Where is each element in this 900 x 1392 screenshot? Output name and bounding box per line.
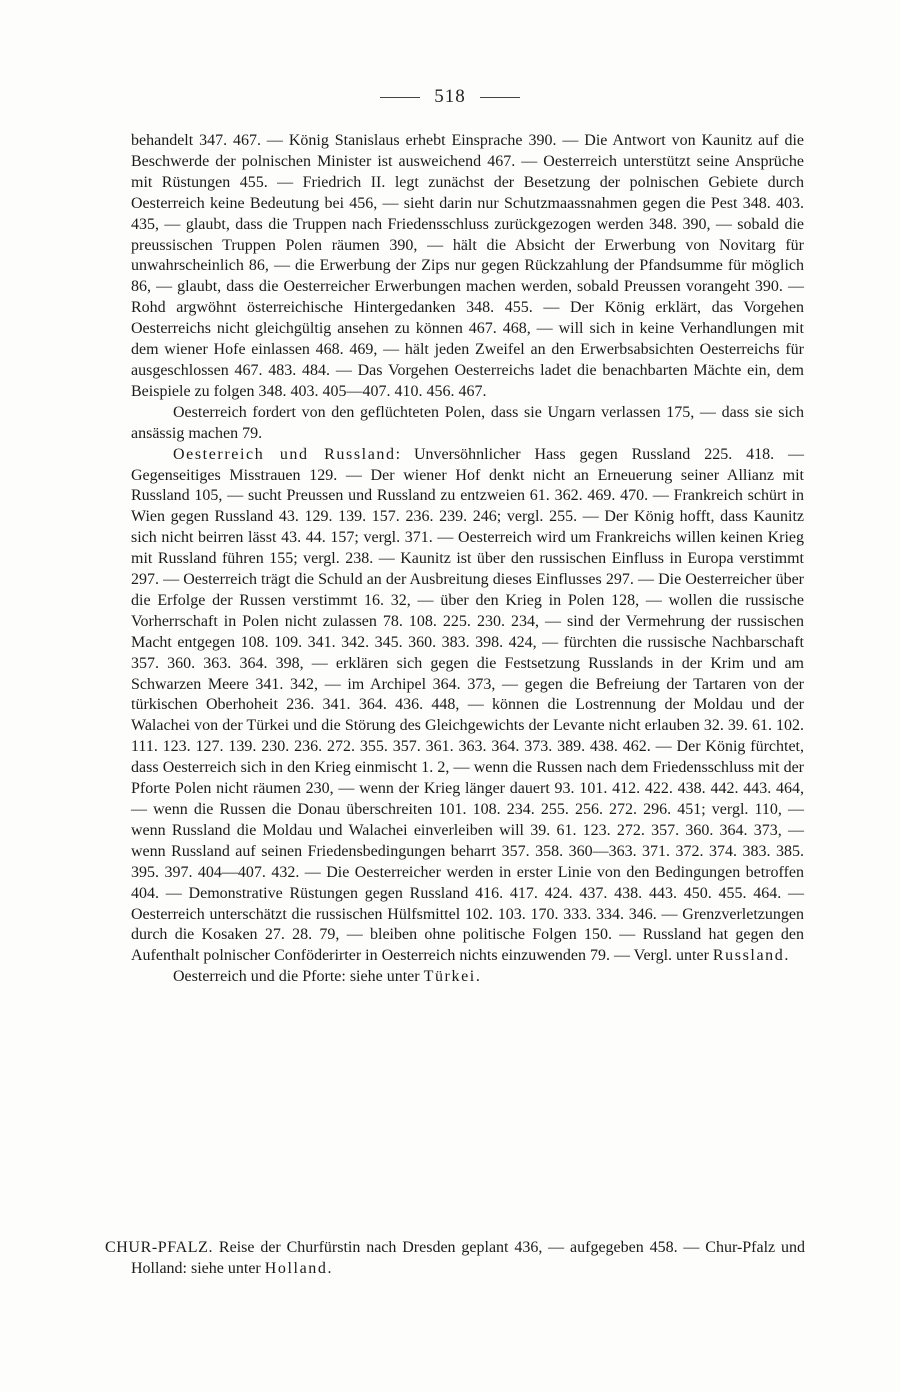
cross-reference-russland[interactable]: Russland xyxy=(712,947,785,965)
paragraph-oesterreich-pforte-text: Oesterreich und die Pforte: siehe unter xyxy=(173,968,424,986)
paragraph-oesterreich-russland xyxy=(131,445,804,968)
cross-reference-tuerkei[interactable]: Türkei xyxy=(423,968,476,986)
header-rule-right xyxy=(480,97,520,98)
entry-text: Reise der Churfürstin nach Dresden geplant 436, — aufgegeben 458. — Chur-Pfalz und Holland: siehe unter xyxy=(131,1239,805,1277)
cross-reference-holland[interactable]: Holland xyxy=(264,1259,328,1277)
paragraph-end-mark: . xyxy=(475,968,480,986)
header-rule-left xyxy=(380,97,420,98)
subheading-oesterreich-russland: Oesterreich und Russland xyxy=(173,445,396,463)
paragraph-oesterreich-pforte xyxy=(131,967,804,988)
entry-paragraph xyxy=(105,1238,805,1280)
page-number: 518 xyxy=(434,86,466,107)
paragraph-oesterreich-russland-text: : Unversöhnlicher Hass gegen Russland 225. 418. — Gegenseitiges Misstrauen 129. — Der wiener Hof denkt nicht an Erneuerung seiner Allianz mit Russland 105, — sucht Preussen und Russland zu entzweien 61. 362. 469. 470. — Frankreich schürt in Wien gegen Russland 43. 129. 139. 157. 236. 239. 246; vergl. 255. — Der König hofft, dass Kaunitz sich nicht beirren lässt 43. 44. 157; vergl. 371. — Oesterreich wird um Frankreichs willen keinen Krieg mit Russland führen 155; vergl. 238. — Kaunitz ist über den russischen Einfluss in Europa verstimmt 297. — Oesterreich trägt die Schuld an der Ausbreitung dieses Einflusses 297. — Die Oesterreicher über die Erfolge der Russen verstimmt 16. 32, — über den Krieg in Polen 128, — wollen die russische Vorherrschaft in Polen nicht zulassen 78. 108. 225. 230. 234, — sind der Vermehrung der russischen Macht entgegen 108. 109. 341. 342. 345. 360. 383. 398. 424, — fürchten die russische Nachbarschaft 357. 360. 363. 364. 398, — erklären sich gegen die Festsetzung Russlands in der Krim und am Schwarzen Meere 341. 342, — im Archipel 364. 373, — gegen die Befreiung der Tartaren von der türkischen Oberhoheit 236. 341. 364. 436. 448, — können die Lostrennung der Moldau und der Walachei von der Türkei und die Störung des Gleichgewichts der Levante nicht erlauben 32. 39. 61. 102. 111. 123. 127. 139. 230. 236. 272. 355. 357. 361. 363. 364. 373. 389. 438. 462. — Der König fürchtet, dass Oesterreich sich in den Krieg einmischt 1. 2, — wenn die Russen nach dem Friedensschluss mit der Pforte Polen nicht räumen 230, — wenn der Krieg länger dauert 93. 101. 412. 422. 438. 442. 443. 464, — wenn die Russen die Donau überschreiten 101. 108. 234. 255. 256. 272. 296. 451; vergl. 110, — wenn Russland die Moldau und Walachei einverleiben will 39. 61. 123. 272. 357. 360. 364. 373, — wenn Russland auf seinen Friedensbedingungen beharrt 357. 358. 360—363. 371. 372. 374. 383. 385. 395. 397. 404—407. 432. — Die Oesterreicher werden in erster Linie von den Bedingungen betroffen 404. — Demonstrative Rüstungen gegen Russland 416. 417. 424. 437. 438. 443. 450. 455. 464. — Oesterreich unterschätzt die russischen Hülfsmittel 102. 103. 170. 333. 334. 346. — Grenzverletzungen durch die Kosaken 27. 28. 79, — bleiben ohne politische Folgen 150. — Russland hat gegen den Aufenthalt polnischer Conföderirter in Oesterreich nichts einzuwenden 79. — Vergl. unter xyxy=(131,445,805,965)
paragraph-polen-fluechtlinge: Oesterreich fordert von den geflüchteten Polen, dass sie Ungarn verlassen 175, — dass sie sich ansässig machen 79. xyxy=(131,403,804,442)
page-header xyxy=(0,86,900,108)
entry-headword: CHUR-PFALZ. xyxy=(105,1239,214,1256)
paragraph-end-mark: . xyxy=(784,947,789,965)
entry-end-mark: . xyxy=(327,1259,332,1277)
paragraph-continuation: behandelt 347. 467. — König Stanislaus erhebt Einsprache 390. — Die Antwort von Kaunitz auf die Beschwerde der polnischen Minister ist ausweichend 467. — Oesterreich unterstützt seine Ansprüche mit Rüstungen 455. — Friedrich II. legt zunächst der Besetzung der polnischen Gebiete durch Oesterreich keine Bedeutung bei 456, — sieht darin nur Schutzmaassnahmen gegen die Pest 348. 403. 435, — glaubt, dass die Truppen nach Friedensschluss zurückgezogen werden 348. 390, — sobald die preussischen Truppen Polen räumen 390, — hält die Absicht der Erwerbung von Novitarg für unwahrscheinlich 86, — die Erwerbung der Zips nur gegen Rückzahlung der Pfandsumme für möglich 86, — glaubt, dass die Oesterreicher Erwerbungen machen werden, sobald Preussen vorangeht 390. — Rohd argwöhnt österreichische Hintergedanken 348. 455. — Der König erklärt, das Vorgehen Oesterreichs nicht gleichgültig ansehen zu können 467. 468, — will sich in keine Verhandlungen mit dem wiener Hofe einlassen 468. 469, — hält jeden Zweifel an den Erwerbsabsichten Oesterreichs für ausgeschlossen 467. 483. 484. — Das Vorgehen Oesterreichs ladet die benachbarten Mächte ein, dem Beispiele zu folgen 348. 403. 405—407. 410. 456. 467. xyxy=(131,132,804,400)
index-section-oesterreich xyxy=(131,131,804,988)
index-entry-chur-pfalz xyxy=(105,1238,805,1280)
